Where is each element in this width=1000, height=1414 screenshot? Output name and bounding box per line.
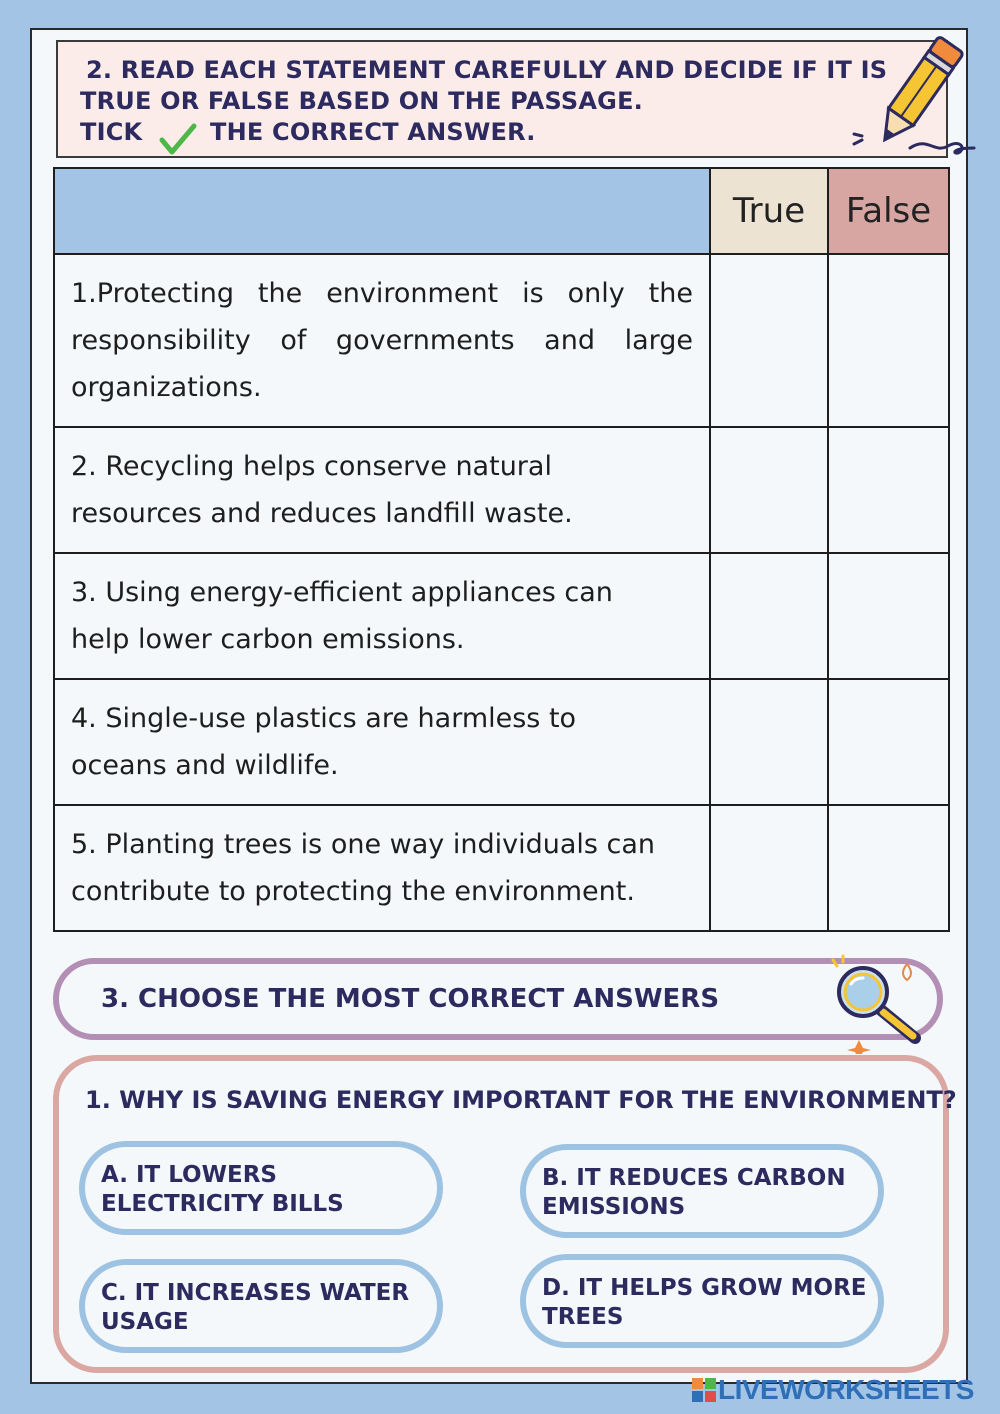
statement-5-true-cell[interactable] xyxy=(710,805,828,931)
statement-2 xyxy=(54,427,710,553)
instructions-box xyxy=(56,40,948,158)
instruction-line-1: 2. READ EACH STATEMENT CAREFULLY AND DECIDE IF IT IS xyxy=(86,56,888,84)
statement-4-text: 4. Single-use plastics are harmless to oceans and wildlife. xyxy=(71,703,577,781)
table-row xyxy=(54,805,949,931)
section3-title: 3. CHOOSE THE MOST CORRECT ANSWERS xyxy=(101,984,720,1014)
statement-5-false-cell[interactable] xyxy=(828,805,949,931)
table-header-row xyxy=(54,168,949,254)
table-row xyxy=(54,553,949,679)
option-c-label: C. IT INCREASES WATER USAGE xyxy=(101,1280,410,1335)
header-false: False xyxy=(828,168,949,254)
true-false-table xyxy=(53,167,950,932)
option-a-label: A. IT LOWERS ELECTRICITY BILLS xyxy=(101,1162,344,1217)
statement-1: 1.Protecting the environment is only the responsibility of governments and large organizations. xyxy=(54,254,710,427)
statement-3-true-cell[interactable] xyxy=(710,553,828,679)
statement-2-text: 2. Recycling helps conserve natural resources and reduces landfill waste. xyxy=(71,451,573,529)
option-b-label: B. IT REDUCES CARBON EMISSIONS xyxy=(542,1165,846,1220)
question-1-text: 1. WHY IS SAVING ENERGY IMPORTANT FOR THE ENVIRONMENT? xyxy=(85,1086,957,1114)
magnifying-glass-icon xyxy=(819,954,929,1054)
statement-1-false-cell[interactable] xyxy=(828,254,949,427)
worksheet-page xyxy=(30,28,968,1384)
instruction-tick-word: TICK xyxy=(80,118,143,146)
statement-1-true-cell[interactable] xyxy=(710,254,828,427)
watermark-text: LIVEWORKSHEETS xyxy=(718,1374,974,1405)
statement-5: 5. Planting trees is one way individuals can contribute to protecting the environment. xyxy=(54,805,710,931)
option-d[interactable] xyxy=(520,1254,884,1348)
statement-4-false-cell[interactable] xyxy=(828,679,949,805)
instruction-line-2: TRUE OR FALSE BASED ON THE PASSAGE. xyxy=(80,87,643,115)
statement-2-true-cell[interactable] xyxy=(710,427,828,553)
question-box xyxy=(53,1055,957,1373)
statement-4-true-cell[interactable] xyxy=(710,679,828,805)
header-blank-cell xyxy=(54,168,710,254)
table-row xyxy=(54,679,949,805)
checkmark-icon xyxy=(158,122,198,156)
liveworksheets-logo-icon xyxy=(692,1378,716,1402)
table-row xyxy=(54,427,949,553)
statement-4 xyxy=(54,679,710,805)
table-row xyxy=(54,254,949,427)
statement-3-false-cell[interactable] xyxy=(828,553,949,679)
option-b[interactable] xyxy=(520,1144,884,1238)
statement-2-false-cell[interactable] xyxy=(828,427,949,553)
instruction-line-3: THE CORRECT ANSWER. xyxy=(210,118,536,146)
header-true: True xyxy=(710,168,828,254)
pencil-icon xyxy=(848,36,978,156)
statement-3-text: 3. Using energy-efficient appliances can help lower carbon emissions. xyxy=(71,577,613,655)
option-a[interactable] xyxy=(79,1141,443,1235)
section3-header xyxy=(53,958,943,1040)
statement-3 xyxy=(54,553,710,679)
option-c[interactable] xyxy=(79,1259,443,1353)
option-d-label: D. IT HELPS GROW MORE TREES xyxy=(542,1275,867,1330)
liveworksheets-watermark xyxy=(692,1374,992,1408)
